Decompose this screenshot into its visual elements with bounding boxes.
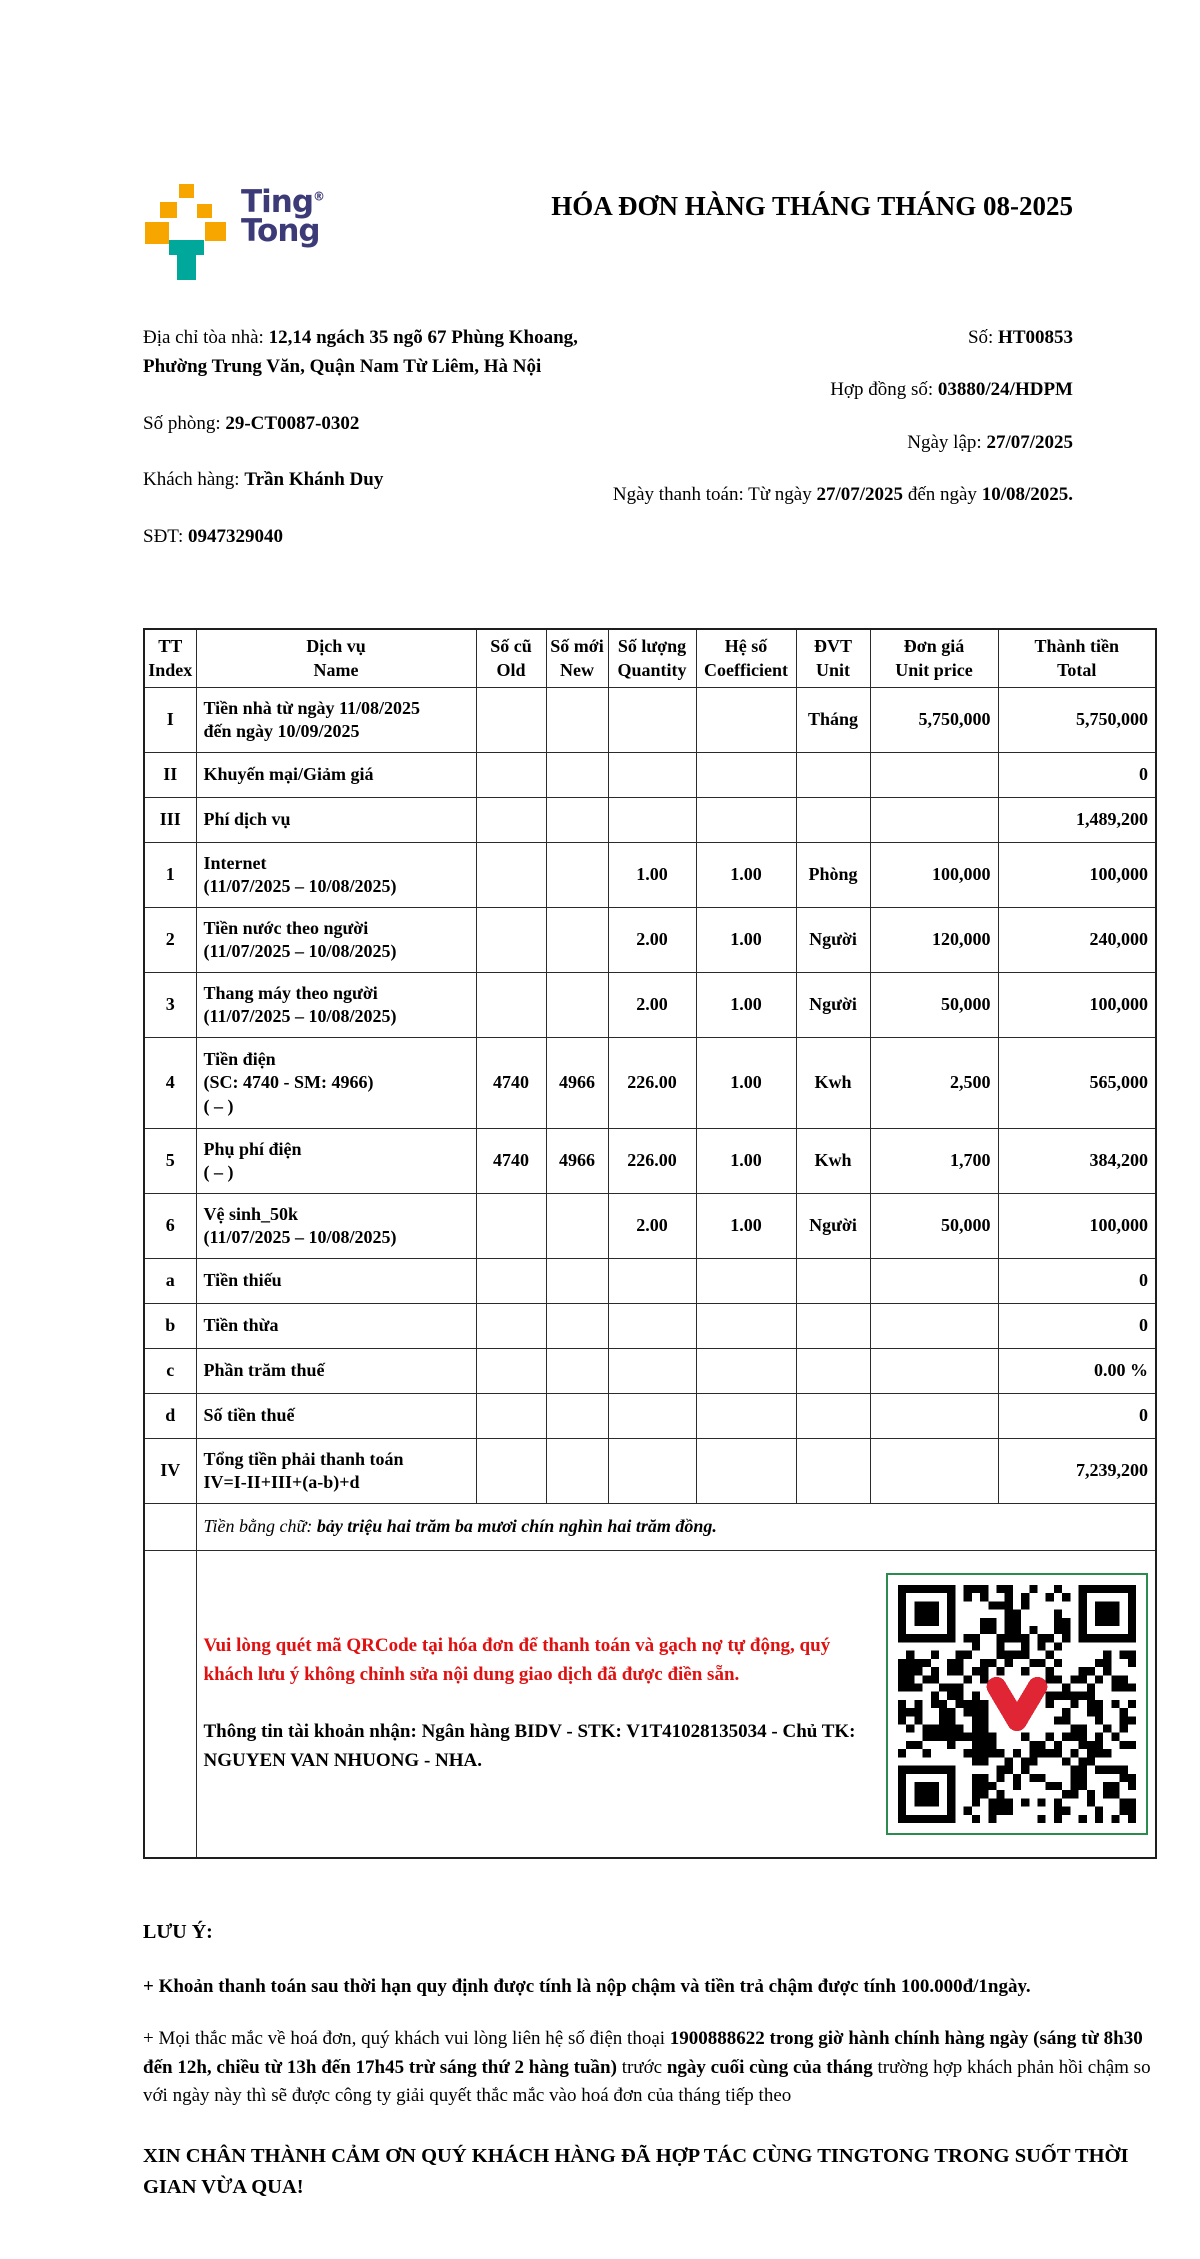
value-cell (796, 1393, 870, 1438)
table-row (144, 1303, 1156, 1348)
table-row (144, 907, 1156, 972)
value-cell (476, 1393, 546, 1438)
value-cell: 100,000 (870, 842, 998, 907)
value-cell (608, 1303, 696, 1348)
payment-text (204, 1632, 887, 1776)
value-cell: 4966 (546, 1037, 608, 1128)
value-cell: 1.00 (696, 842, 796, 907)
qr-instruction: Vui lòng quét mã QRCode tại hóa đơn để thanh toán và gạch nợ tự động, quý khách lưu ý không chỉnh sửa nội dung giao dịch đã được điền sẵn. (203, 1635, 831, 1685)
value-cell (546, 1393, 608, 1438)
value-cell (608, 1393, 696, 1438)
value-cell: Người (796, 972, 870, 1037)
brand-icon (143, 182, 229, 287)
value-cell (796, 797, 870, 842)
value-cell (546, 1438, 608, 1503)
value-cell (696, 1438, 796, 1503)
row-index-cell: III (144, 797, 196, 842)
value-cell: Tháng (796, 687, 870, 752)
table-row (144, 1037, 1156, 1128)
value-cell (696, 1348, 796, 1393)
thanks-note: XIN CHÂN THÀNH CẢM ƠN QUÝ KHÁCH HÀNG ĐÃ HỢP TÁC CÙNG TINGTONG TRONG SUỐT THỜI GIAN VỪA QUA! (143, 2144, 1129, 2198)
value-cell: 226.00 (608, 1128, 696, 1193)
table-row (144, 687, 1156, 752)
value-cell: 1.00 (608, 842, 696, 907)
account-info: Thông tin tài khoản nhận: Ngân hàng BIDV - STK: V1T41028135034 - Chủ TK: NGUYEN VAN NHUONG - NHA. (203, 1721, 856, 1772)
value-cell (476, 1258, 546, 1303)
value-cell (696, 1393, 796, 1438)
meta-address: Địa chỉ tòa nhà: 12,14 ngách 35 ngõ 67 Phùng Khoang, Phường Trung Văn, Quận Nam Từ Liêm, Hà Nội (143, 327, 578, 378)
table-row (144, 1193, 1156, 1258)
row-index-cell: b (144, 1303, 196, 1348)
service-name-cell: Thang máy theo người (11/07/2025 – 10/08/2025) (196, 972, 476, 1037)
meta-left (143, 323, 603, 578)
value-cell (476, 972, 546, 1037)
service-name-cell: Tổng tiền phải thanh toán IV=I-II+III+(a-b)+d (196, 1438, 476, 1503)
service-name-cell: Phí dịch vụ (196, 797, 476, 842)
service-name-cell: Tiền điện (SC: 4740 - SM: 4966) ( – ) (196, 1037, 476, 1128)
row-index-cell: 1 (144, 842, 196, 907)
amount-in-words: Tiền bằng chữ: bảy triệu hai trăm ba mươi chín nghìn hai trăm đồng. (196, 1503, 1156, 1550)
row-index-cell: c (144, 1348, 196, 1393)
row-index-cell: 6 (144, 1193, 196, 1258)
value-cell (696, 797, 796, 842)
value-cell (696, 1258, 796, 1303)
value-cell (546, 1303, 608, 1348)
value-cell (476, 1303, 546, 1348)
value-cell: 2.00 (608, 907, 696, 972)
value-cell: Kwh (796, 1128, 870, 1193)
value-cell: 120,000 (870, 907, 998, 972)
table-row (144, 1128, 1156, 1193)
note-item-hotline: + Mọi thắc mắc về hoá đơn, quý khách vui lòng liên hệ số điện thoại 1900888622 trong giờ hành chính hàng ngày (sáng từ 8h30 đến 12h, chiều từ 13h đến 17h45 trừ sáng thứ 2 hàng tuần) trước ngày cuối cùng của tháng trường hợp khách phản hồi chậm so với ngày này thì sẽ được công ty giải quyết thắc mắc vào hoá đơn của tháng tiếp theo (143, 2028, 1151, 2107)
payment-cell (196, 1550, 1156, 1858)
value-cell (546, 752, 608, 797)
column-header: TT Index (144, 629, 196, 687)
footer-notes (143, 1917, 1155, 2203)
value-cell (476, 1438, 546, 1503)
tingtong-logo (143, 182, 324, 287)
value-cell: 565,000 (998, 1037, 1156, 1128)
value-cell (546, 1348, 608, 1393)
invoice-header (143, 0, 1155, 287)
value-cell: 226.00 (608, 1037, 696, 1128)
row-index-cell: 5 (144, 1128, 196, 1193)
value-cell: 4740 (476, 1037, 546, 1128)
value-cell: 50,000 (870, 1193, 998, 1258)
column-header: Hệ số Coefficient (696, 629, 796, 687)
value-cell (870, 797, 998, 842)
table-row (144, 1438, 1156, 1503)
brand-text: Ting® Tong (241, 184, 325, 250)
payment-row (144, 1550, 1156, 1858)
meta-contract-number: Hợp đồng số: 03880/24/HDPM (830, 379, 1073, 401)
row-index-cell: d (144, 1393, 196, 1438)
table-row (144, 752, 1156, 797)
value-cell: 0.00 % (998, 1348, 1156, 1393)
notes-heading: LƯU Ý: (143, 1920, 213, 1943)
row-index-cell: IV (144, 1438, 196, 1503)
service-name-cell: Phần trăm thuế (196, 1348, 476, 1393)
value-cell (796, 1438, 870, 1503)
value-cell: 5,750,000 (998, 687, 1156, 752)
value-cell (546, 972, 608, 1037)
value-cell: 7,239,200 (998, 1438, 1156, 1503)
meta-right (603, 323, 1155, 578)
value-cell (608, 1258, 696, 1303)
value-cell: 2.00 (608, 1193, 696, 1258)
value-cell: Phòng (796, 842, 870, 907)
value-cell (870, 1348, 998, 1393)
row-index-cell: II (144, 752, 196, 797)
column-header: Đơn giá Unit price (870, 629, 998, 687)
value-cell (476, 842, 546, 907)
invoice-table (143, 628, 1157, 1859)
value-cell (796, 752, 870, 797)
empty-cell (144, 1550, 196, 1858)
table-row (144, 972, 1156, 1037)
value-cell: 1.00 (696, 1037, 796, 1128)
value-cell: Người (796, 1193, 870, 1258)
value-cell: 100,000 (998, 842, 1156, 907)
value-cell (870, 1438, 998, 1503)
value-cell: 0 (998, 1393, 1156, 1438)
value-cell (608, 797, 696, 842)
value-cell (608, 1438, 696, 1503)
value-cell: 2,500 (870, 1037, 998, 1128)
meta-phone: SĐT: 0947329040 (143, 525, 283, 547)
value-cell (546, 842, 608, 907)
value-cell (870, 1258, 998, 1303)
value-cell: 0 (998, 1258, 1156, 1303)
value-cell: 1.00 (696, 1128, 796, 1193)
service-name-cell: Internet (11/07/2025 – 10/08/2025) (196, 842, 476, 907)
value-cell (796, 1303, 870, 1348)
registered-mark: ® (313, 189, 325, 204)
value-cell: 240,000 (998, 907, 1156, 972)
column-header: Số mới New (546, 629, 608, 687)
value-cell: 4966 (546, 1128, 608, 1193)
value-cell (546, 797, 608, 842)
row-index-cell: I (144, 687, 196, 752)
service-name-cell: Số tiền thuế (196, 1393, 476, 1438)
amount-in-words-row (144, 1503, 1156, 1550)
meta-customer: Khách hàng: Trần Khánh Duy (143, 469, 384, 491)
invoice-title: HÓA ĐƠN HÀNG THÁNG THÁNG 08-2025 (551, 191, 1073, 221)
column-header: Thành tiền Total (998, 629, 1156, 687)
value-cell: 50,000 (870, 972, 998, 1037)
column-header: Số lượng Quantity (608, 629, 696, 687)
value-cell (476, 1193, 546, 1258)
value-cell: Kwh (796, 1037, 870, 1128)
value-cell: Người (796, 907, 870, 972)
service-name-cell: Tiền nước theo người (11/07/2025 – 10/08/2025) (196, 907, 476, 972)
value-cell: 100,000 (998, 972, 1156, 1037)
value-cell (476, 797, 546, 842)
value-cell (870, 1303, 998, 1348)
row-index-cell: a (144, 1258, 196, 1303)
service-name-cell: Phụ phí điện ( – ) (196, 1128, 476, 1193)
value-cell (476, 907, 546, 972)
row-index-cell: 4 (144, 1037, 196, 1128)
table-row (144, 1348, 1156, 1393)
table-row (144, 842, 1156, 907)
meta-payment-period: Ngày thanh toán: Từ ngày 27/07/2025 đến ngày 10/08/2025. (612, 484, 1073, 506)
value-cell (546, 1193, 608, 1258)
column-header: Số cũ Old (476, 629, 546, 687)
meta-issue-date: Ngày lập: 27/07/2025 (907, 431, 1073, 453)
value-cell (796, 1258, 870, 1303)
service-name-cell: Tiền nhà từ ngày 11/08/2025 đến ngày 10/09/2025 (196, 687, 476, 752)
value-cell: 1,700 (870, 1128, 998, 1193)
empty-cell (144, 1503, 196, 1550)
row-index-cell: 2 (144, 907, 196, 972)
value-cell (870, 1393, 998, 1438)
invoice-meta (143, 323, 1155, 578)
value-cell (608, 752, 696, 797)
value-cell (696, 1303, 796, 1348)
service-name-cell: Khuyến mại/Giảm giá (196, 752, 476, 797)
value-cell: 1.00 (696, 972, 796, 1037)
value-cell (546, 1258, 608, 1303)
value-cell (796, 1348, 870, 1393)
invoice-page (143, 0, 1155, 2202)
table-row (144, 1258, 1156, 1303)
value-cell: 0 (998, 752, 1156, 797)
value-cell (476, 687, 546, 752)
value-cell (476, 752, 546, 797)
value-cell: 4740 (476, 1128, 546, 1193)
meta-invoice-number: Số: HT00853 (967, 327, 1073, 348)
value-cell (476, 1348, 546, 1393)
value-cell: 1.00 (696, 907, 796, 972)
value-cell (546, 687, 608, 752)
value-cell: 384,200 (998, 1128, 1156, 1193)
service-name-cell: Tiền thừa (196, 1303, 476, 1348)
meta-room: Số phòng: 29-CT0087-0302 (143, 412, 360, 434)
column-header: Dịch vụ Name (196, 629, 476, 687)
value-cell (546, 907, 608, 972)
table-header-row (144, 629, 1156, 687)
value-cell (870, 752, 998, 797)
value-cell: 2.00 (608, 972, 696, 1037)
qr-code (886, 1573, 1148, 1835)
value-cell (696, 752, 796, 797)
value-cell: 0 (998, 1303, 1156, 1348)
value-cell: 100,000 (998, 1193, 1156, 1258)
value-cell (608, 1348, 696, 1393)
value-cell (696, 687, 796, 752)
value-cell (608, 687, 696, 752)
value-cell: 1.00 (696, 1193, 796, 1258)
row-index-cell: 3 (144, 972, 196, 1037)
value-cell: 1,489,200 (998, 797, 1156, 842)
table-row (144, 1393, 1156, 1438)
service-name-cell: Vệ sinh_50k (11/07/2025 – 10/08/2025) (196, 1193, 476, 1258)
note-item-late-fee: + Khoản thanh toán sau thời hạn quy định được tính là nộp chậm và tiền trả chậm được tính 100.000đ/1ngày. (143, 1975, 1031, 1997)
table-row (144, 797, 1156, 842)
service-name-cell: Tiền thiếu (196, 1258, 476, 1303)
value-cell: 5,750,000 (870, 687, 998, 752)
column-header: ĐVT Unit (796, 629, 870, 687)
title-block (453, 188, 1155, 224)
